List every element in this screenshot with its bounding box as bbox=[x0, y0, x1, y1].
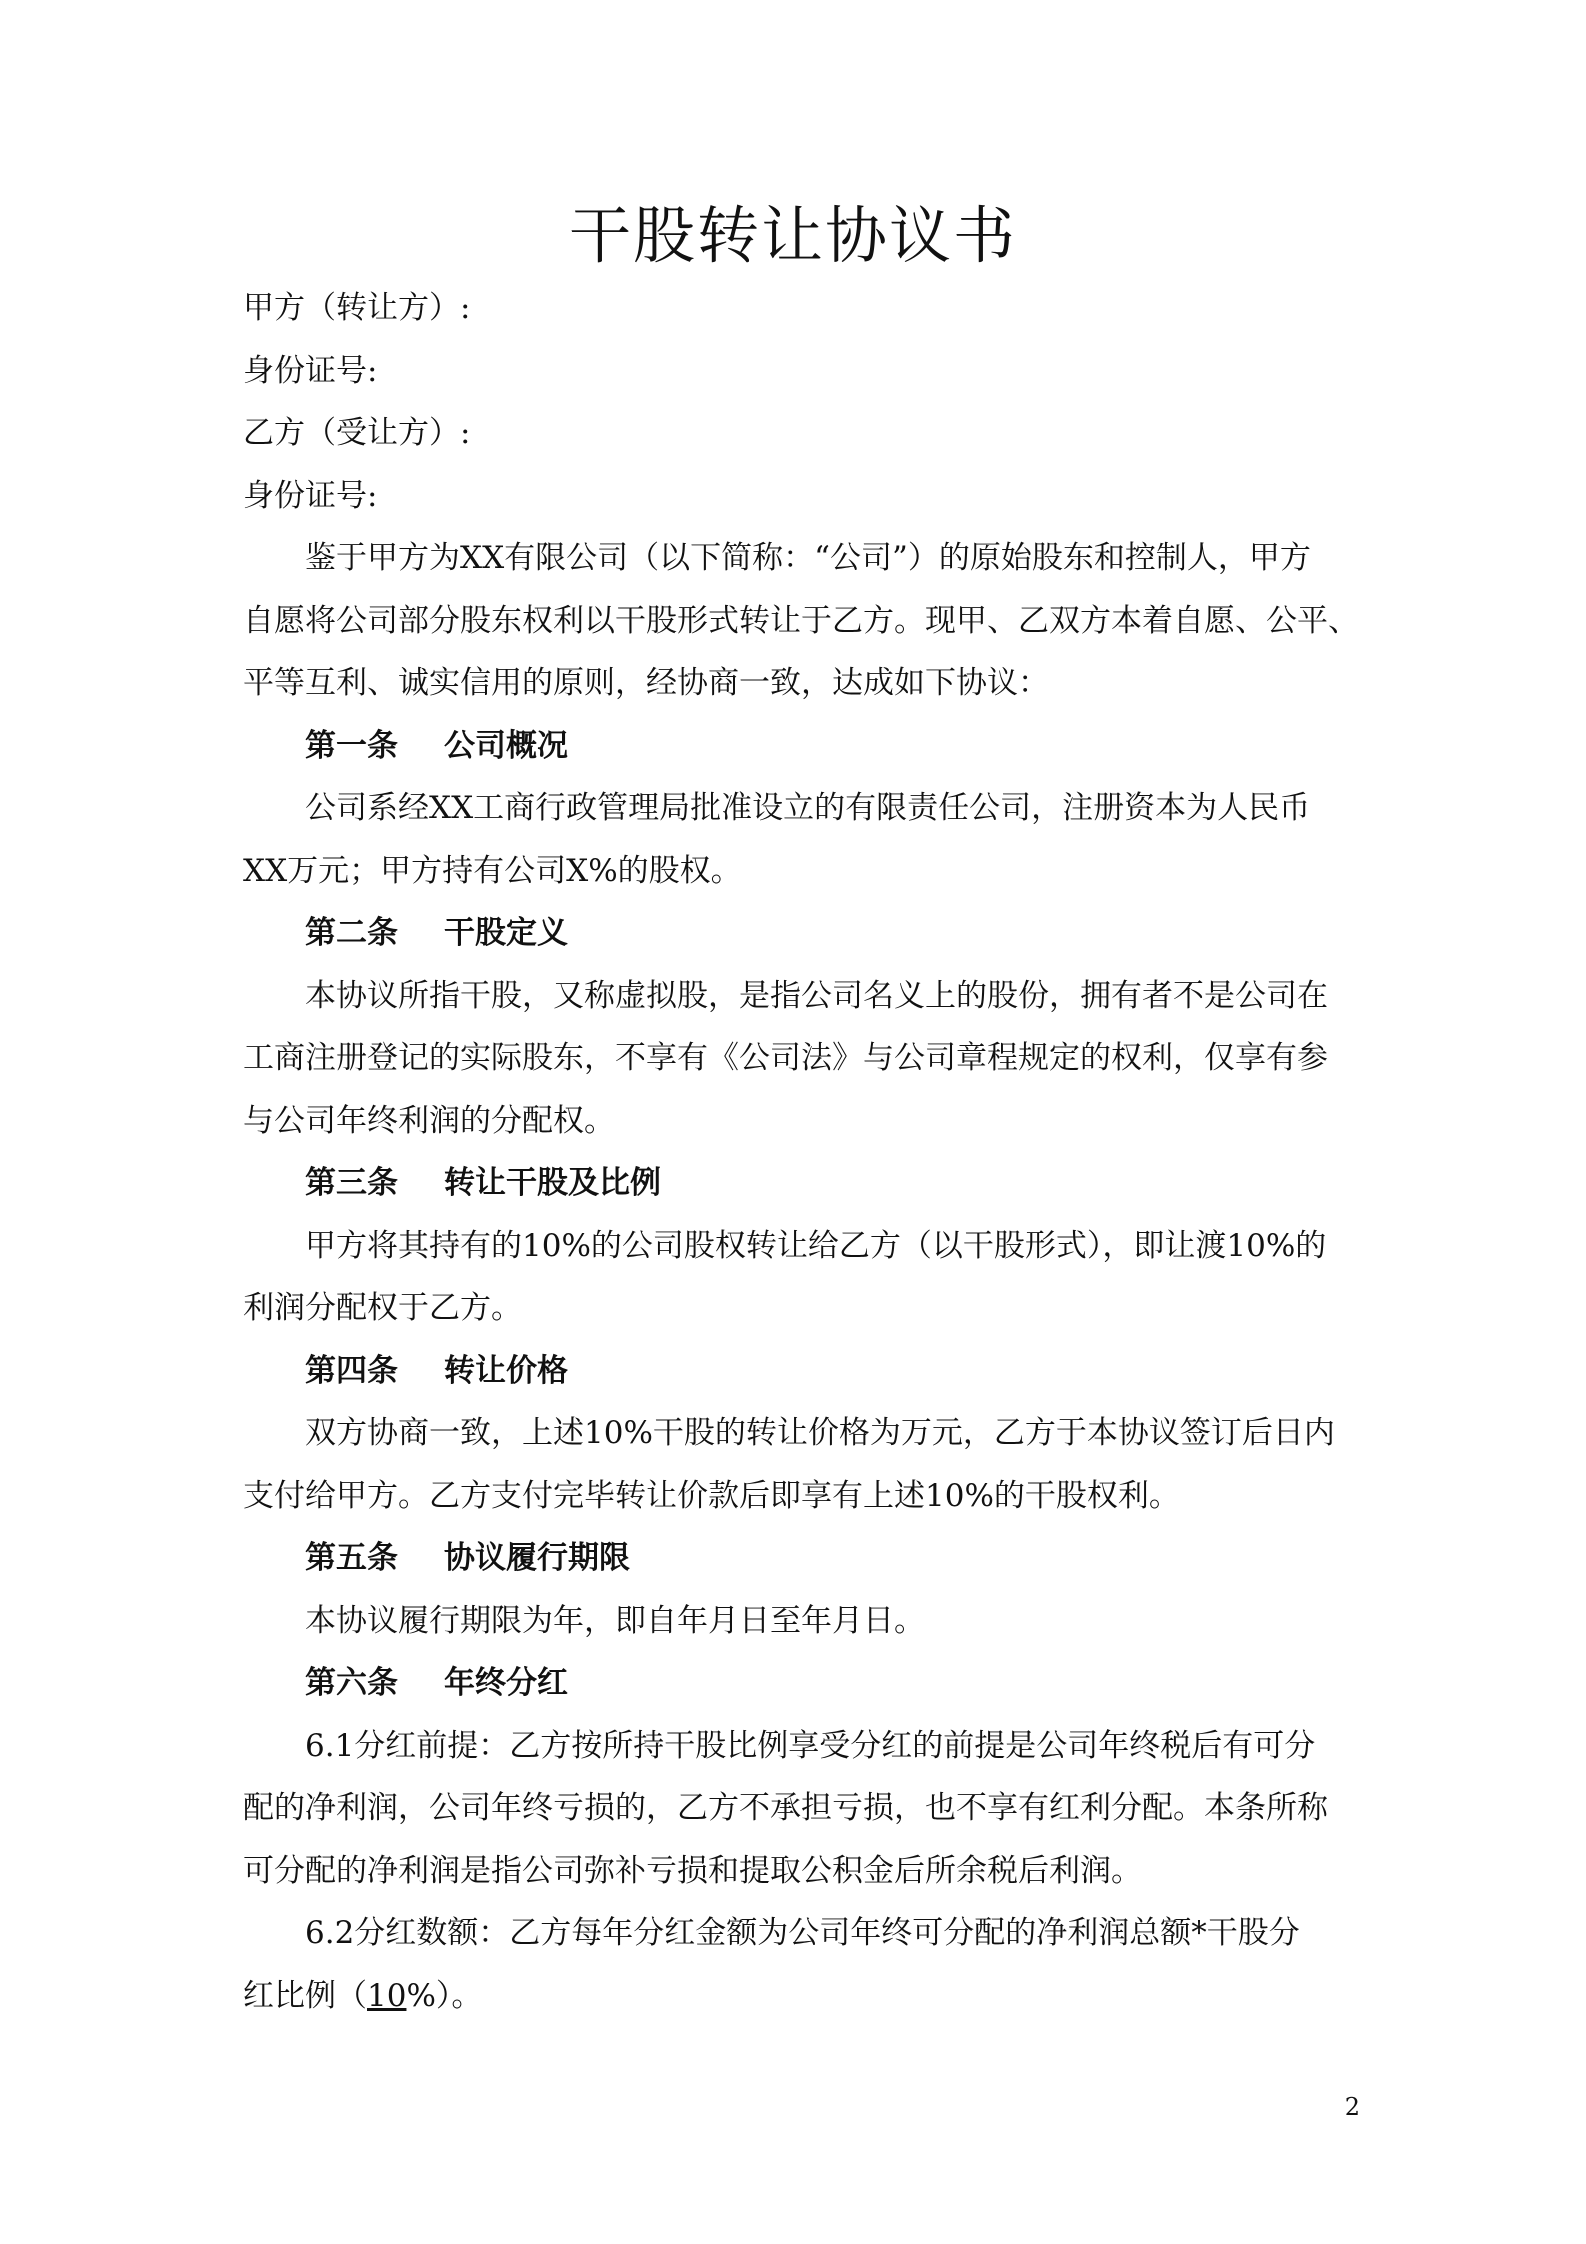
article-heading bbox=[243, 902, 1355, 965]
dividend-ratio-value: 10 bbox=[367, 1977, 407, 2014]
article-number: 第五条 bbox=[305, 1540, 398, 1576]
article-title: 协议履行期限 bbox=[444, 1540, 630, 1576]
page-number: 2 bbox=[1344, 2093, 1360, 2121]
article-line: 本协议履行期限为年，即自年月日至年月日。 bbox=[305, 1602, 925, 1639]
party-a-label: 甲方（转让方）: bbox=[243, 290, 471, 326]
article-line: 配的净利润，公司年终亏损的，乙方不承担亏损，也不享有红利分配。本条所称 bbox=[243, 1790, 1328, 1826]
article-line: 利润分配权于乙方。 bbox=[243, 1290, 522, 1326]
article-line: 可分配的净利润是指公司弥补亏损和提取公积金后所余税后利润。 bbox=[243, 1852, 1142, 1889]
article-line: 6.1分红前提：乙方按所持干股比例享受分红的前提是公司年终税后有可分 bbox=[305, 1727, 1316, 1764]
article-line: 双方协商一致，上述10%干股的转让价格为万元，乙方于本协议签订后日内 bbox=[305, 1415, 1335, 1451]
article-heading bbox=[243, 1527, 1355, 1590]
article-line: 公司系经XX工商行政管理局批准设立的有限责任公司，注册资本为人民币 bbox=[305, 790, 1311, 826]
article-line: 与公司年终利润的分配权。 bbox=[243, 1102, 615, 1139]
article-line: 6.2分红数额：乙方每年分红金额为公司年终可分配的净利润总额*干股分 bbox=[305, 1915, 1300, 1951]
article-number: 第四条 bbox=[305, 1352, 398, 1389]
article-number: 第六条 bbox=[305, 1665, 398, 1701]
article-heading bbox=[243, 1152, 1355, 1215]
article-line: 甲方将其持有的10%的公司股权转让给乙方（以干股形式），即让渡10%的 bbox=[305, 1227, 1327, 1264]
article-line: XX万元；甲方持有公司X%的股权。 bbox=[243, 852, 742, 889]
document-body bbox=[243, 277, 1359, 2027]
article-number: 第二条 bbox=[305, 915, 398, 951]
party-b-label: 乙方（受让方）: bbox=[243, 415, 471, 451]
article-title: 干股定义 bbox=[444, 915, 568, 951]
article-line: 工商注册登记的实际股东，不享有《公司法》与公司章程规定的权利，仅享有参 bbox=[243, 1040, 1328, 1076]
dividend-ratio-suffix: %）。 bbox=[406, 1977, 483, 2014]
preamble-line: 平等互利、诚实信用的原则，经协商一致，达成如下协议： bbox=[243, 665, 1049, 701]
document-title: 干股转让协议书 bbox=[568, 199, 1017, 272]
article-heading bbox=[243, 1652, 1355, 1715]
preamble-line: 鉴于甲方为XX有限公司（以下简称：“公司”）的原始股东和控制人，甲方 bbox=[305, 540, 1311, 576]
article-heading bbox=[243, 1340, 1355, 1403]
article-number: 第三条 bbox=[305, 1165, 398, 1201]
article-line: 本协议所指干股，又称虚拟股，是指公司名义上的股份，拥有者不是公司在 bbox=[305, 977, 1328, 1014]
article-title: 年终分红 bbox=[444, 1665, 568, 1701]
article-number: 第一条 bbox=[305, 727, 398, 764]
article-title: 公司概况 bbox=[444, 727, 568, 764]
dividend-ratio-prefix: 红比例（ bbox=[243, 1977, 367, 2014]
preamble-line: 自愿将公司部分股东权利以干股形式转让于乙方。现甲、乙双方本着自愿、公平、 bbox=[243, 602, 1359, 639]
article-title: 转让干股及比例 bbox=[444, 1165, 661, 1201]
article-heading bbox=[243, 715, 1355, 778]
party-b-id-label: 身份证号: bbox=[243, 477, 378, 514]
article-line: 支付给甲方。乙方支付完毕转让价款后即享有上述10%的干股权利。 bbox=[243, 1477, 1180, 1514]
article-line-last bbox=[243, 1965, 1355, 2028]
party-a-id-label: 身份证号: bbox=[243, 352, 378, 389]
article-title: 转让价格 bbox=[444, 1352, 568, 1389]
